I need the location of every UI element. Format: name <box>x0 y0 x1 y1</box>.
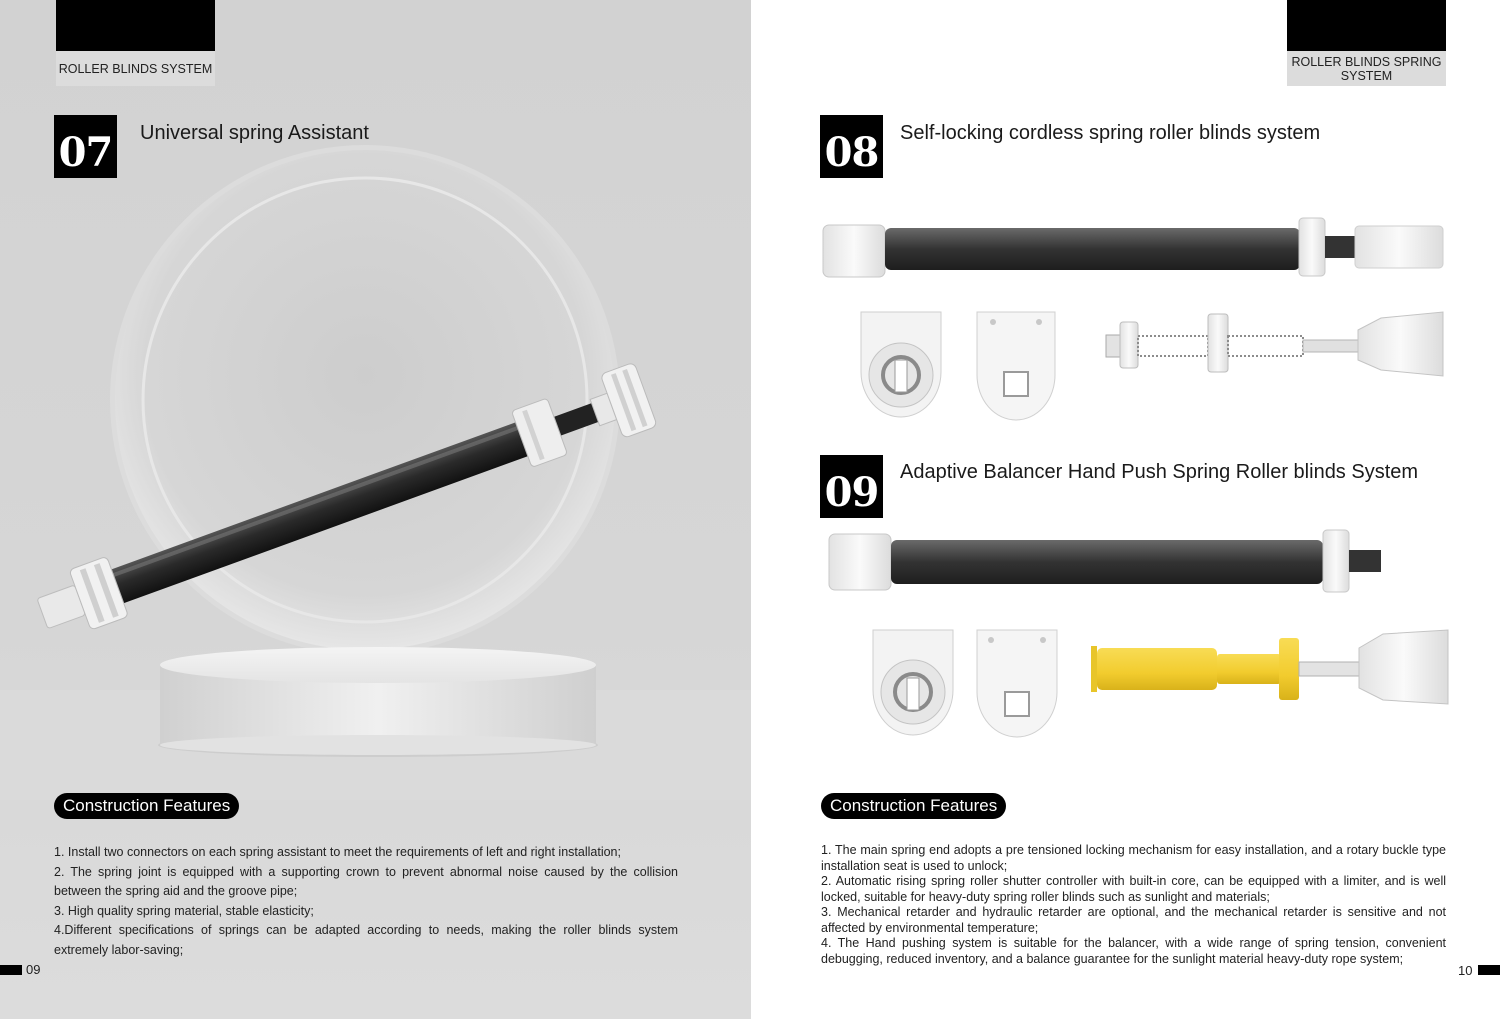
features-heading: Construction Features <box>54 793 239 819</box>
feature-item: 4.Different specifications of springs can be adapted according to needs, making the roller blinds system extremely labor-saving; <box>54 923 678 957</box>
dark-tube <box>891 540 1323 584</box>
tube-assembly-09 <box>829 530 1381 592</box>
feature-item: 4. The Hand pushing system is suitable for the balancer, with a wide range of spring tension, convenient debugging, reduced inventory, and a balance guarantee for the sunlight material heavy-duty rope system; <box>821 936 1446 966</box>
page-number-marker <box>1478 965 1500 975</box>
spring-rod <box>1325 236 1355 258</box>
spring-rod <box>1349 550 1381 572</box>
section-title: Adaptive Balancer Hand Push Spring Roller blinds System <box>900 461 1419 483</box>
section-number: 09 <box>820 455 883 518</box>
feature-item: 1. The main spring end adopts a pre tensioned locking mechanism for easy installation, and a rotary buckle type installation seat is used to unlock; <box>821 843 1446 873</box>
left-end-cap <box>823 225 885 277</box>
bracket-round-09 <box>873 630 953 735</box>
header-tab-label: ROLLER BLINDS SPRING SYSTEM <box>1287 51 1446 86</box>
crown <box>1299 218 1325 276</box>
features-heading: Construction Features <box>821 793 1006 819</box>
section-title: Universal spring Assistant <box>140 122 369 144</box>
right-end-cap <box>1355 226 1443 268</box>
spring-mechanism-08 <box>1106 312 1443 376</box>
bracket-round-08 <box>861 312 941 417</box>
adaptive-balancer-illustration <box>751 520 1500 750</box>
yellow-balancer-body <box>1097 648 1217 690</box>
feature-item: 2. The spring joint is equipped with a supporting crown to prevent abnormal noise caused by the collision between the spring aid and the groove pipe; <box>54 864 678 899</box>
page-number-marker <box>0 965 22 975</box>
section-title: Self-locking cordless spring roller blinds system <box>900 122 1321 144</box>
bracket-square-08 <box>977 312 1055 420</box>
bracket-square-09 <box>977 630 1057 737</box>
right-page <box>751 0 1500 1019</box>
feature-item: 3. High quality spring material, stable elasticity; <box>54 903 314 918</box>
dark-tube <box>885 228 1300 270</box>
feature-item: 3. Mechanical retarder and hydraulic retarder are optional, and the mechanical retarder is sensitive and not affected by environmental temperature; <box>821 905 1446 935</box>
header-tab-label: ROLLER BLINDS SYSTEM <box>56 51 215 86</box>
crown <box>1323 530 1349 592</box>
section-number: 07 <box>54 115 117 178</box>
page-number: 09 <box>26 962 41 977</box>
right-end-cap <box>1359 630 1448 704</box>
self-locking-system-illustration <box>751 0 1500 430</box>
page-number: 10 <box>1458 963 1473 978</box>
pedestal-top <box>160 647 596 683</box>
spring-assistant-illustration <box>0 0 751 800</box>
feature-item: 2. Automatic rising spring roller shutter controller with built-in core, can be equipped with a limiter, and is well locked, suitable for heavy-duty spring roller blinds such as sunlight and materials; <box>821 874 1446 904</box>
left-end-cap <box>829 534 891 590</box>
features-list <box>821 843 1446 967</box>
feature-item: 1. Install two connectors on each spring assistant to meet the requirements of left and right installation; <box>54 845 621 859</box>
features-list <box>54 843 678 961</box>
tube-assembly-08 <box>823 218 1443 277</box>
section-number: 08 <box>820 115 883 178</box>
yellow-balancer-mechanism <box>1091 630 1448 704</box>
